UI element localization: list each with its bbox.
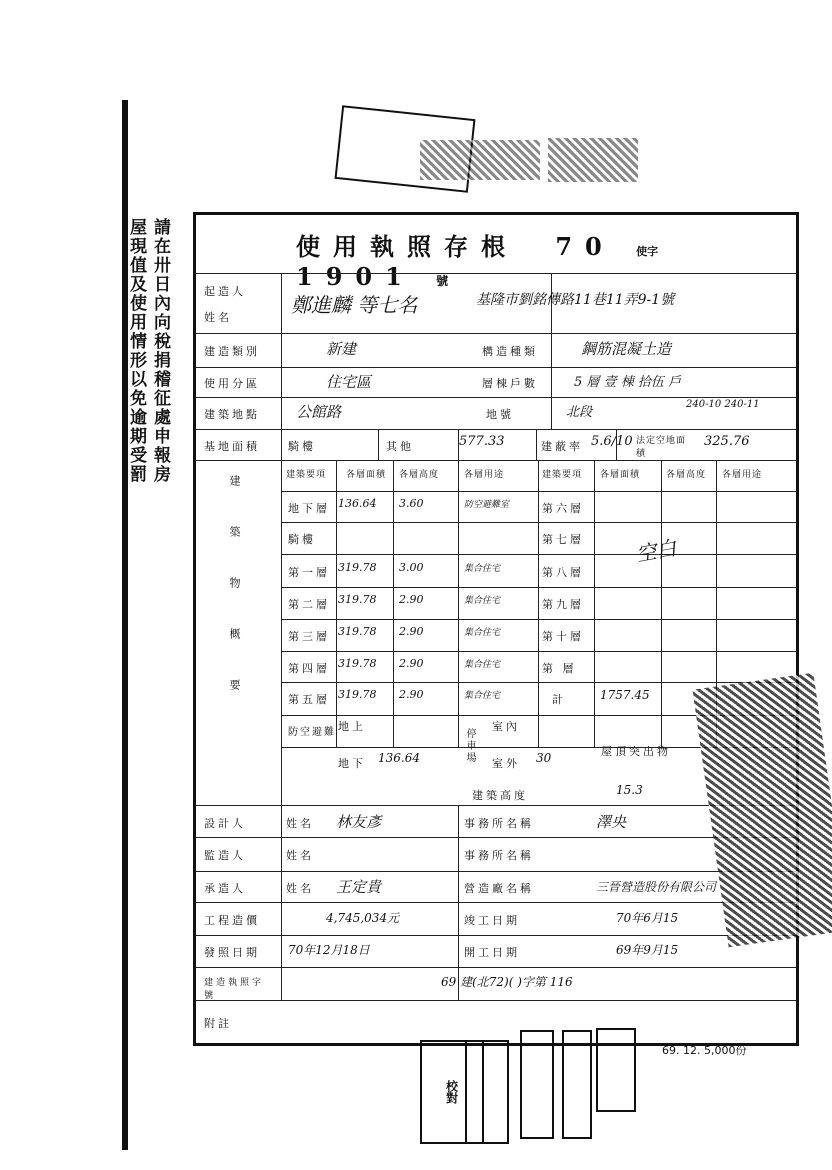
designer-office: 澤央 [596, 813, 627, 831]
roof-protrusion-label: 屋頂突出物 [601, 745, 671, 758]
other-label: 其他 [386, 440, 414, 453]
lots: 240-10 240-11 [686, 399, 760, 410]
name-stamp-3 [562, 1030, 592, 1139]
structure-type-label: 構造種類 [482, 345, 538, 358]
row-arcade: 騎樓 [288, 533, 316, 546]
col-height: 各層高度 [399, 470, 440, 480]
print-footer: 69. 12. 5,000份 [662, 1044, 747, 1057]
permit-value: 69 建(北72)( )字第 116 [441, 975, 573, 989]
legal-open-label: 法定空地面積 [636, 436, 687, 459]
col-height-2: 各層高度 [666, 470, 707, 480]
site-number-label: 地號 [486, 408, 514, 421]
building-type-label: 建造類別 [204, 345, 260, 358]
row-tenth: 第十層 [542, 630, 584, 643]
form-title: 使用執照存根 70 使字 1901 號 [296, 232, 659, 291]
contractor-factory-label: 營造廠名稱 [464, 882, 534, 895]
height-value: 15.3 [616, 783, 643, 797]
shelter-label: 防空避難 [288, 727, 336, 738]
builder-name: 鄭進麟 等七名 [291, 293, 418, 317]
designer-label: 設計人 [204, 817, 246, 830]
second-use: 集合住宅 [464, 596, 501, 606]
contractor-factory: 三晉營造股份有限公司 [596, 880, 717, 894]
contractor-name-label: 姓名 [286, 882, 314, 895]
fifth-area: 319.78 [338, 688, 377, 701]
stamp-texture [420, 140, 540, 180]
row-fourth: 第四層 [288, 662, 330, 675]
designer-name-label: 姓名 [286, 817, 314, 830]
first-area: 319.78 [338, 561, 377, 574]
basement-height: 3.60 [399, 497, 424, 510]
permit-form [193, 212, 799, 1046]
open-area: 325.76 [704, 434, 750, 449]
building-type: 新建 [326, 340, 357, 358]
issue-label: 發照日期 [204, 946, 260, 959]
stamp-texture-2 [548, 138, 638, 182]
coverage: 5.6/10 [591, 434, 633, 449]
coverage-label: 建蔽率 [541, 440, 583, 453]
first-use: 集合住宅 [464, 564, 501, 574]
cost-label: 工程造價 [204, 914, 260, 927]
basement-use: 防空避難室 [464, 500, 510, 510]
fourth-height: 2.90 [399, 657, 424, 670]
supervisor-name-label: 姓名 [286, 849, 314, 862]
fifth-height: 2.90 [399, 688, 424, 701]
third-height: 2.90 [399, 625, 424, 638]
contractor-name: 王定貴 [336, 878, 382, 896]
col-item-2: 建築要項 [542, 470, 583, 480]
row-ninth: 第九層 [542, 598, 584, 611]
permit-label: 建造執照字號 [204, 978, 265, 1001]
builder-label-a: 起造人 [204, 285, 246, 298]
shelter-above-label: 地上 [338, 720, 366, 733]
contractor-label: 承造人 [204, 882, 246, 895]
floors-units-label: 層棟戶數 [482, 377, 538, 390]
basement-area: 136.64 [338, 497, 377, 510]
designer-office-label: 事務所名稱 [464, 817, 534, 830]
completion-value: 70年6月15 [616, 911, 679, 925]
arcade-label: 騎樓 [288, 440, 316, 453]
shelter-below-label: 地下 [338, 757, 366, 770]
col-use-2: 各層用途 [722, 470, 763, 480]
indoor-label: 室內 [492, 720, 520, 733]
completion-label: 竣工日期 [464, 914, 520, 927]
col-item: 建築要項 [286, 470, 327, 480]
outdoor-value: 30 [536, 751, 552, 765]
row-total: 計 [552, 693, 566, 706]
row-basement: 地下層 [288, 502, 330, 515]
road: 公館路 [296, 403, 342, 421]
third-area: 319.78 [338, 625, 377, 638]
section: 北段 [566, 405, 593, 420]
floors-units: 5 層 壹 棟 拾伍 戶 [574, 375, 682, 390]
issue-value: 70年12月18日 [288, 943, 370, 957]
other-area: 577.33 [459, 434, 505, 449]
blank-note: 空白 [634, 535, 679, 567]
second-area: 319.78 [338, 593, 377, 606]
outdoor-label: 室外 [492, 757, 520, 770]
base-area-label: 基地面積 [204, 440, 260, 453]
row-third: 第三層 [288, 630, 330, 643]
side-note-col1: 請在卅日內向稅捐稽征處申報房 [150, 218, 170, 484]
remarks-label: 附註 [204, 1017, 232, 1030]
site-location-label: 建築地點 [204, 408, 260, 421]
builder-label-b: 姓名 [204, 311, 232, 324]
use-zone-label: 使用分區 [204, 377, 260, 390]
builder-address: 基隆市劉銘傳路11巷11弄9-1號 [476, 292, 675, 308]
check-box: 校對 [420, 1040, 484, 1144]
row-seventh: 第七層 [542, 533, 584, 546]
second-height: 2.90 [399, 593, 424, 606]
col-area-2: 各層面積 [600, 470, 641, 480]
side-note-col2: 屋現值及使用情形以免逾期受罰 [126, 218, 146, 484]
col-use: 各層用途 [464, 470, 505, 480]
name-stamp-2 [520, 1030, 554, 1139]
name-stamp-1 [465, 1040, 509, 1144]
cost-value: 4,745,034元 [326, 911, 400, 925]
height-label: 建築高度 [472, 789, 528, 802]
building-summary-label: 建築物概要 [228, 475, 241, 730]
use-zone: 住宅區 [326, 373, 372, 391]
row-eighth: 第八層 [542, 566, 584, 579]
designer-name: 林友彥 [336, 813, 382, 831]
row-second: 第二層 [288, 598, 330, 611]
shelter-below: 136.64 [378, 751, 420, 765]
first-height: 3.00 [399, 561, 424, 574]
supervisor-label: 監造人 [204, 849, 246, 862]
structure-type: 鋼筋混凝土造 [581, 340, 672, 358]
row-nth: 第 層 [542, 662, 577, 675]
fourth-use: 集合住宅 [464, 660, 501, 670]
col-area: 各層面積 [346, 470, 387, 480]
parking-label: 停車場 [464, 728, 475, 764]
row-first: 第一層 [288, 566, 330, 579]
total-area: 1757.45 [600, 688, 650, 702]
supervisor-office-label: 事務所名稱 [464, 849, 534, 862]
fifth-use: 集合住宅 [464, 691, 501, 701]
row-fifth: 第五層 [288, 693, 330, 706]
start-value: 69年9月15 [616, 943, 679, 957]
start-label: 開工日期 [464, 946, 520, 959]
row-sixth: 第六層 [542, 502, 584, 515]
third-use: 集合住宅 [464, 628, 501, 638]
fourth-area: 319.78 [338, 657, 377, 670]
name-stamp-4 [596, 1028, 636, 1112]
